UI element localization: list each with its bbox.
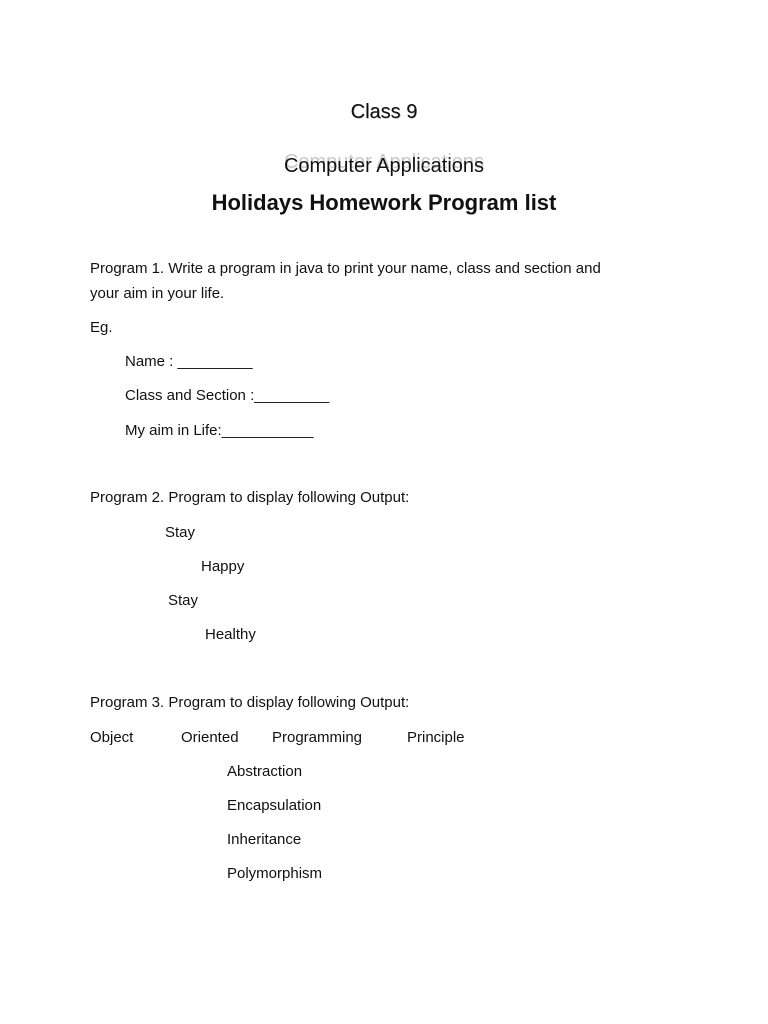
- name-line: Name : _________: [125, 353, 253, 370]
- header-word: Oriented: [181, 729, 239, 746]
- example-label: Eg.: [90, 319, 113, 336]
- output-word: Stay: [165, 524, 196, 541]
- principle-item: Encapsulation: [227, 797, 322, 814]
- subject-title: Computer Applications: [283, 155, 485, 177]
- header-word: Programming: [272, 729, 363, 746]
- output-word: Happy: [201, 558, 245, 575]
- homework-heading: Holidays Homework Program list: [211, 190, 557, 215]
- program-3-heading: Program 3. Program to display following Output:: [90, 694, 410, 711]
- principle-item: Inheritance: [227, 831, 302, 848]
- output-word: Stay: [168, 592, 199, 609]
- program-1-text-line-1: Program 1. Write a program in java to print your name, class and section and: [90, 260, 601, 277]
- program-2-heading: Program 2. Program to display following Output:: [90, 489, 410, 506]
- program-1-text-line-2: your aim in your life.: [90, 285, 225, 302]
- output-word: Healthy: [205, 626, 256, 643]
- aim-line: My aim in Life:___________: [125, 422, 314, 439]
- class-title: Class 9: [350, 101, 418, 123]
- class-section-line: Class and Section :_________: [125, 387, 330, 404]
- principle-item: Polymorphism: [227, 865, 323, 882]
- header-word: Object: [90, 729, 134, 746]
- principle-item: Abstraction: [227, 763, 303, 780]
- header-word: Principle: [407, 729, 465, 746]
